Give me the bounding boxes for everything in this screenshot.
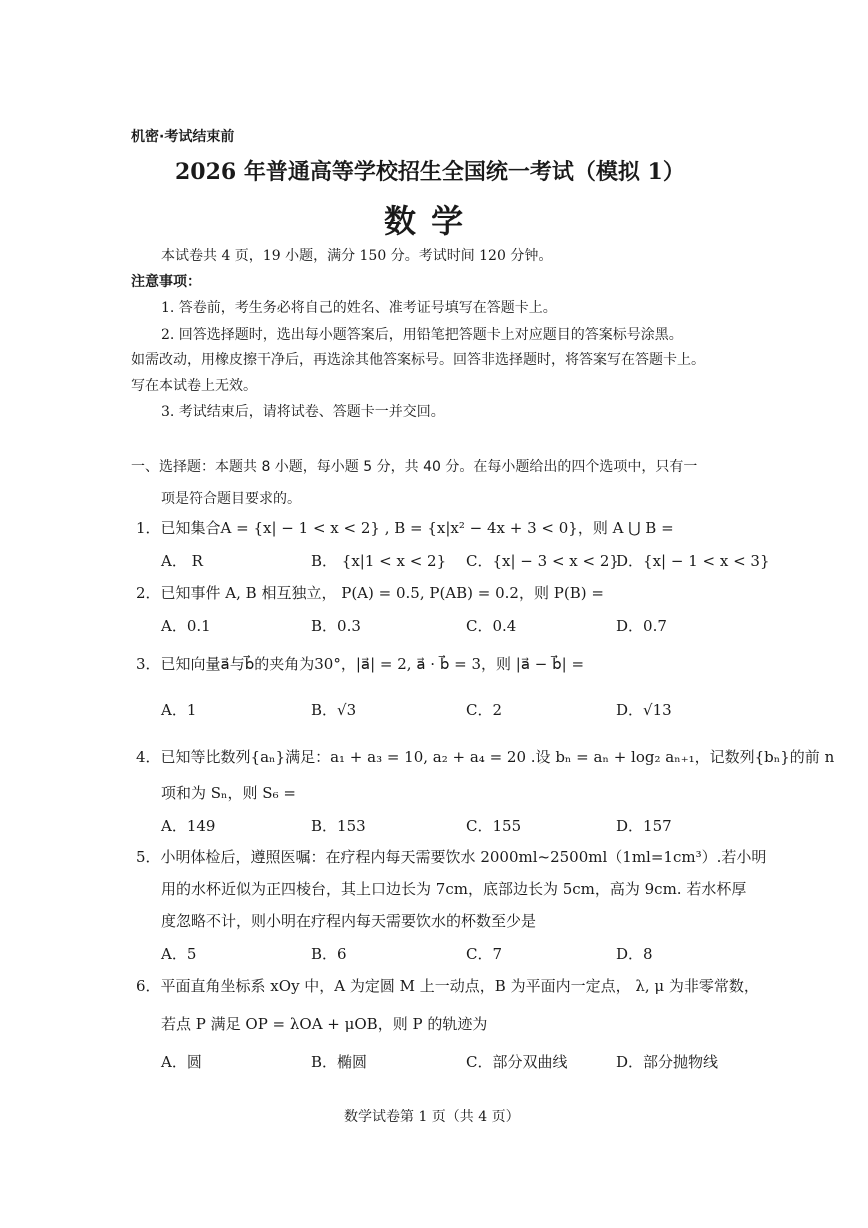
question-1-stem: 1．已知集合A = {x| − 1 < x < 2} , B = {x|x² − 4x + 3 < 0}，则 A ⋃ B =	[136, 519, 674, 537]
exam-summary: 本试卷共 4 页，19 小题，满分 150 分。考试时间 120 分钟。	[161, 248, 553, 264]
question-2-option-d: D．0.7	[616, 617, 667, 635]
question-5-stem-cont: 用的水杯近似为正四棱台，其上口边长为 7cm，底部边长为 5cm，高为 9cm. 若水杯厚	[161, 880, 747, 898]
question-5-stem: 5．小明体检后，遵照医嘱：在疗程内每天需要饮水 2000ml~2500ml（1ml=1cm³）.若小明	[136, 848, 767, 866]
question-4-option-c: C．155	[466, 817, 522, 835]
notice-item-2-cont: 如需改动，用橡皮擦干净后，再选涂其他答案标号。回答非选择题时，将答案写在答题卡上。	[131, 352, 705, 368]
question-3-option-c: C．2	[466, 701, 503, 719]
notice-item-3: 3. 考试结束后，请将试卷、答题卡一并交回。	[161, 404, 445, 420]
question-1-option-c: C．{x| − 3 < x < 2}	[466, 552, 619, 570]
question-6-option-b: B．椭圆	[311, 1053, 368, 1071]
question-6-option-c: C．部分双曲线	[466, 1053, 568, 1071]
question-5-option-c: C．7	[466, 945, 503, 963]
question-5-option-d: D．8	[616, 945, 653, 963]
notice-item-1: 1. 答卷前，考生务必将自己的姓名、准考证号填写在答题卡上。	[161, 300, 557, 316]
question-4-stem-cont: 项和为 Sₙ，则 S₆ =	[161, 784, 296, 802]
question-3-option-b: B．√3	[311, 701, 357, 719]
question-5-stem-end: 度忽略不计，则小明在疗程内每天需要饮水的杯数至少是	[161, 912, 537, 930]
question-6-stem-cont: 若点 P 满足 OP = λOA + μOB，则 P 的轨迹为	[161, 1015, 488, 1033]
question-6-option-a: A．圆	[161, 1053, 202, 1071]
question-3-option-a: A．1	[161, 701, 197, 719]
question-4-stem: 4．已知等比数列{aₙ}满足：a₁ + a₃ = 10, a₂ + a₄ = 20 .设 bₙ = aₙ + log₂ aₙ₊₁，记数列{bₙ}的前 n	[136, 748, 835, 766]
page-footer: 数学试卷第 1 页（共 4 页）	[344, 1109, 520, 1125]
section-heading: 一、选择题：本题共 8 小题，每小题 5 分，共 40 分。在每小题给出的四个选项中，只有一	[131, 459, 698, 475]
exam-title: 2026 年普通高等学校招生全国统一考试（模拟 1）	[175, 159, 685, 185]
question-2-option-b: B．0.3	[311, 617, 361, 635]
question-3-option-d: D．√13	[616, 701, 672, 719]
question-5-option-b: B．6	[311, 945, 347, 963]
question-6-stem: 6．平面直角坐标系 xOy 中，A 为定圆 M 上一动点，B 为平面内一定点， λ, μ 为非零常数，	[136, 977, 759, 995]
question-4-option-b: B．153	[311, 817, 366, 835]
subject-title: 数 学	[384, 202, 466, 240]
question-1-option-a: A． R	[161, 552, 203, 570]
question-2-option-a: A．0.1	[161, 617, 211, 635]
notice-title: 注意事项：	[131, 274, 201, 290]
section-heading-cont: 项是符合题目要求的。	[161, 491, 301, 507]
question-5-option-a: A．5	[161, 945, 197, 963]
question-2-option-c: C．0.4	[466, 617, 517, 635]
question-1-option-d: D．{x| − 1 < x < 3}	[616, 552, 770, 570]
question-2-stem: 2．已知事件 A, B 相互独立， P(A) = 0.5, P(AB) = 0.2，则 P(B) =	[136, 584, 604, 602]
question-4-option-d: D．157	[616, 817, 672, 835]
notice-item-2-end: 写在本试卷上无效。	[131, 378, 257, 394]
secret-label: 机密·考试结束前	[131, 129, 235, 145]
question-6-option-d: D．部分抛物线	[616, 1053, 719, 1071]
question-4-option-a: A．149	[161, 817, 216, 835]
question-3-stem: 3．已知向量a⃗与b⃗的夹角为30°，|a⃗| = 2, a⃗ · b⃗ = 3，则 |a⃗ − b⃗| =	[136, 655, 585, 673]
notice-item-2: 2. 回答选择题时，选出每小题答案后，用铅笔把答题卡上对应题目的答案标号涂黑。	[161, 327, 683, 343]
question-1-option-b: B． {x|1 < x < 2}	[311, 552, 447, 570]
